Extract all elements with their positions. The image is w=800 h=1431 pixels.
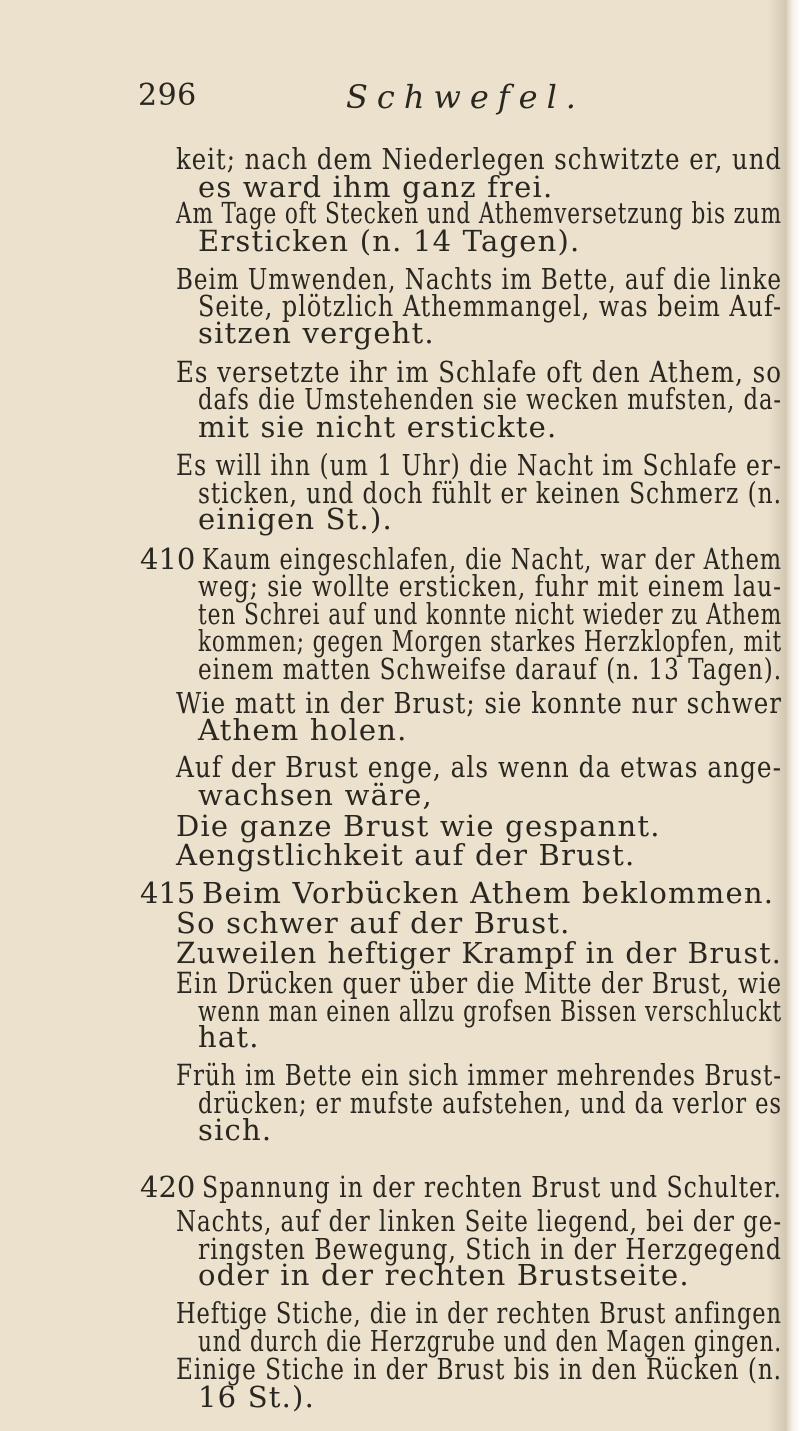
text-line: kommen; gegen Morgen starkes Herzklopfen, mit [198, 624, 783, 658]
text-line: Wie matt in der Brust; sie konnte nur schwer [176, 686, 782, 720]
text-line: einem matten Schweifse darauf (n. 13 Tagen). [198, 652, 783, 686]
text-line: So schwer auf der Brust. [176, 906, 571, 940]
text-line: wenn man einen allzu grofsen Bissen verschluckt [198, 994, 782, 1028]
text-line: Ein Drücken quer über die Mitte der Brust, wie [176, 966, 783, 1000]
text-line: es ward ihm ganz frei. [198, 170, 554, 204]
text-line: dafs die Umstehenden sie wecken mufsten, da- [198, 382, 783, 416]
text-line: Die ganze Brust wie gespannt. [176, 809, 661, 843]
text-line: und durch die Herzgrube und den Magen gingen. [198, 1324, 782, 1358]
text-line: Einige Stiche in der Brust bis in den Rücken (n. [176, 1352, 782, 1386]
text-line: Nachts, auf der linken Seite liegend, bei der ge- [176, 1204, 783, 1238]
line-number: 410 [140, 542, 196, 576]
text-line: sitzen vergeht. [198, 316, 435, 350]
text-line: Es will ihn (um 1 Uhr) die Nacht im Schlafe er- [176, 448, 782, 482]
text-line: oder in der rechten Brustseite. [198, 1258, 690, 1292]
text-line: Athem holen. [198, 713, 408, 747]
text-line: weg; sie wollte ersticken, fuhr mit einem lau- [198, 569, 783, 603]
text-line: 16 St.). [198, 1380, 315, 1414]
text-line: Beim Vorbücken Athem beklommen. [202, 876, 775, 910]
text-line: sich. [198, 1113, 273, 1147]
text-line: Beim Umwenden, Nachts im Bette, auf die linke [176, 262, 782, 296]
page-header [138, 78, 778, 118]
text-line: drücken; er mufste aufstehen, und da verlor es [198, 1086, 783, 1120]
text-line: wachsen wäre, [198, 778, 433, 812]
text-line: ringsten Bewegung, Stich in der Herzgegend [198, 1232, 783, 1266]
text-line: Zuweilen heftiger Krampf in der Brust. [176, 936, 782, 970]
text-line: mit sie nicht erstickte. [198, 410, 558, 444]
text-line: Spannung in der rechten Brust und Schulter. [202, 1170, 783, 1204]
page-edge [786, 0, 800, 1431]
text-line: hat. [198, 1020, 260, 1054]
text-line: Es versetzte ihr im Schlafe oft den Athem, so [176, 355, 782, 389]
text-line: Kaum eingeschlafen, die Nacht, war der Athem [202, 542, 782, 576]
line-number: 420 [140, 1170, 196, 1204]
text-line: Auf der Brust enge, als wenn da etwas ange- [176, 750, 782, 784]
text-line: Am Tage oft Stecken und Athemversetzung bis zum [176, 196, 782, 230]
text-line: Aengstlichkeit auf der Brust. [176, 838, 636, 872]
text-line: keit; nach dem Niederlegen schwitzte er, und [176, 142, 782, 176]
text-line: Ersticken (n. 14 Tagen). [198, 224, 581, 258]
text-line: sticken, und doch fühlt er keinen Schmerz (n. [198, 476, 782, 510]
text-line: Heftige Stiche, die in der rechten Brust anfingen [176, 1296, 782, 1330]
line-number: 415 [140, 876, 196, 910]
page-number: 296 [138, 78, 197, 113]
text-line: Früh im Bette ein sich immer mehrendes Brust- [176, 1058, 782, 1092]
text-line: einigen St.). [198, 502, 393, 536]
text-line: ten Schrei auf und konnte nicht wieder zu Athem [198, 597, 783, 631]
running-title: Schwefel. [346, 78, 585, 116]
text-line: Seite, plötzlich Athemmangel, was beim Auf- [198, 289, 783, 323]
